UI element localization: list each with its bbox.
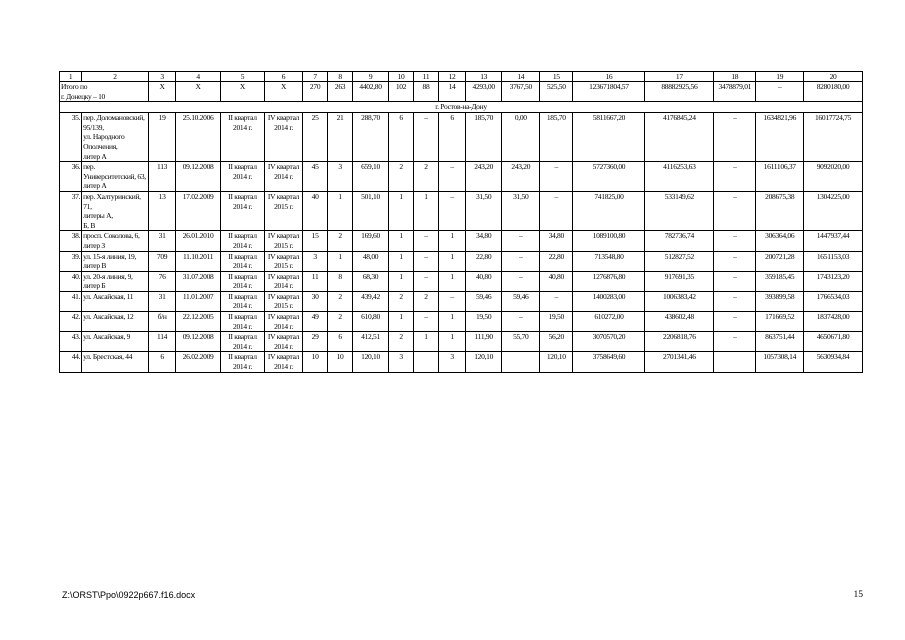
total-row bbox=[60, 82, 863, 102]
table-cell: 31,50 bbox=[465, 191, 502, 230]
total-label: Итого по г. Донецку – 10 bbox=[60, 82, 149, 102]
column-number-cell: 3 bbox=[148, 72, 176, 82]
column-number-cell: 17 bbox=[645, 72, 714, 82]
table-cell: – bbox=[714, 162, 756, 192]
table-cell: 13 bbox=[148, 191, 176, 230]
table-cell: 2701341,46 bbox=[645, 352, 714, 372]
table-cell: – bbox=[714, 312, 756, 332]
table-cell: 917691,35 bbox=[645, 271, 714, 291]
table-cell: – bbox=[714, 231, 756, 251]
table-cell: – bbox=[413, 231, 439, 251]
total-cell: – bbox=[756, 82, 804, 102]
period-cell: II квартал 2014 г. bbox=[220, 113, 264, 162]
table-cell: 49 bbox=[302, 312, 328, 332]
table-row bbox=[60, 312, 863, 332]
table-cell: 19 bbox=[148, 113, 176, 162]
table-cell: 1276876,80 bbox=[573, 271, 645, 291]
table-cell: – bbox=[502, 312, 540, 332]
table-cell: 11 bbox=[302, 271, 328, 291]
table-cell: 34,80 bbox=[540, 231, 573, 251]
table-cell: 5630934,84 bbox=[804, 352, 863, 372]
period-cell: IV квартал 2014 г. bbox=[265, 271, 303, 291]
table-body bbox=[60, 72, 863, 373]
table-cell: 243,20 bbox=[502, 162, 540, 192]
period-cell: II квартал 2014 г. bbox=[220, 162, 264, 192]
table-cell: – bbox=[413, 113, 439, 162]
table-cell: 9092020,00 bbox=[804, 162, 863, 192]
column-number-cell: 19 bbox=[756, 72, 804, 82]
table-cell: 40,80 bbox=[540, 271, 573, 291]
table-row bbox=[60, 251, 863, 271]
column-number-cell: 10 bbox=[389, 72, 413, 82]
table-cell: – bbox=[540, 162, 573, 192]
period-cell: II квартал 2014 г. bbox=[220, 231, 264, 251]
table-cell: 2 bbox=[413, 162, 439, 192]
column-number-cell: 14 bbox=[502, 72, 540, 82]
table-cell: 4176845,24 bbox=[645, 113, 714, 162]
table-cell: 31,50 bbox=[502, 191, 540, 230]
table-cell: 4116253,63 bbox=[645, 162, 714, 192]
table-cell: 120,10 bbox=[540, 352, 573, 372]
column-number-cell: 18 bbox=[714, 72, 756, 82]
table-cell: 1837428,00 bbox=[804, 312, 863, 332]
column-number-cell: 5 bbox=[220, 72, 264, 82]
period-cell: II квартал 2014 г. bbox=[220, 352, 264, 372]
table-cell: 200721,28 bbox=[756, 251, 804, 271]
table-row bbox=[60, 291, 863, 311]
period-cell: IV квартал 2015 г. bbox=[265, 251, 303, 271]
table-cell: 1743123,20 bbox=[804, 271, 863, 291]
table-cell: – bbox=[540, 191, 573, 230]
table-cell: 3 bbox=[328, 162, 352, 192]
table-cell: 26.01.2010 bbox=[176, 231, 220, 251]
table-cell: 22,80 bbox=[465, 251, 502, 271]
table-cell: 120,10 bbox=[352, 352, 389, 372]
table-cell: – bbox=[413, 312, 439, 332]
column-number-cell: 7 bbox=[302, 72, 328, 82]
table-cell: 26.02.2009 bbox=[176, 352, 220, 372]
table-cell: 208675,38 bbox=[756, 191, 804, 230]
period-cell: IV квартал 2014 г. bbox=[265, 113, 303, 162]
table-cell: – bbox=[714, 251, 756, 271]
table-cell: 1 bbox=[439, 231, 466, 251]
table-cell: – bbox=[714, 291, 756, 311]
column-number-cell: 4 bbox=[176, 72, 220, 82]
row-number: 37. bbox=[60, 191, 82, 230]
table-cell: 2 bbox=[389, 332, 413, 352]
row-number: 39. bbox=[60, 251, 82, 271]
table-cell: 2 bbox=[413, 291, 439, 311]
table-cell: 30 bbox=[302, 291, 328, 311]
table-cell: 306364,06 bbox=[756, 231, 804, 251]
row-number: 40. bbox=[60, 271, 82, 291]
table-cell: 713548,80 bbox=[573, 251, 645, 271]
table-cell: 741825,00 bbox=[573, 191, 645, 230]
period-cell: II квартал 2014 г. bbox=[220, 271, 264, 291]
table-cell: 3 bbox=[302, 251, 328, 271]
table-cell: 21 bbox=[328, 113, 352, 162]
table-cell: 1400283,00 bbox=[573, 291, 645, 311]
table-cell: 1 bbox=[389, 231, 413, 251]
total-cell: 102 bbox=[389, 82, 413, 102]
table-cell: 09.12.2008 bbox=[176, 332, 220, 352]
footer-file-path: Z:\ORST\Ppo\0922p667.f16.docx bbox=[62, 590, 196, 600]
column-number-cell: 1 bbox=[60, 72, 82, 82]
table-row bbox=[60, 332, 863, 352]
total-cell: X bbox=[265, 82, 303, 102]
period-cell: IV квартал 2014 г. bbox=[265, 312, 303, 332]
table-cell: 10 bbox=[302, 352, 328, 372]
table-cell: 59,46 bbox=[502, 291, 540, 311]
total-cell: 14 bbox=[439, 82, 466, 102]
table-row bbox=[60, 231, 863, 251]
period-cell: II квартал 2014 г. bbox=[220, 191, 264, 230]
period-cell: IV квартал 2015 г. bbox=[265, 191, 303, 230]
period-cell: IV квартал 2015 г. bbox=[265, 231, 303, 251]
row-number: 44. bbox=[60, 352, 82, 372]
table-cell: 120,10 bbox=[465, 352, 502, 372]
total-cell: 4293,00 bbox=[465, 82, 502, 102]
table-cell: – bbox=[413, 271, 439, 291]
table-cell: 25.10.2006 bbox=[176, 113, 220, 162]
column-number-cell: 12 bbox=[439, 72, 466, 82]
table-cell: – bbox=[540, 291, 573, 311]
table-cell: 19,50 bbox=[540, 312, 573, 332]
housing-resettlement-table bbox=[59, 71, 863, 373]
table-cell: 11.10.2011 bbox=[176, 251, 220, 271]
table-cell: 863751,44 bbox=[756, 332, 804, 352]
table-cell bbox=[714, 352, 756, 372]
table-cell: 5727360,00 bbox=[573, 162, 645, 192]
table-cell: 512827,52 bbox=[645, 251, 714, 271]
table-cell bbox=[413, 352, 439, 372]
table-cell: – bbox=[502, 231, 540, 251]
table-cell: 2 bbox=[389, 291, 413, 311]
table-cell: 1 bbox=[389, 312, 413, 332]
table-cell: – bbox=[413, 251, 439, 271]
column-number-cell: 2 bbox=[82, 72, 149, 82]
table-cell: 439,42 bbox=[352, 291, 389, 311]
period-cell: II квартал 2014 г. bbox=[220, 332, 264, 352]
table-cell: 29 bbox=[302, 332, 328, 352]
table-cell: 31 bbox=[148, 231, 176, 251]
table-cell: 25 bbox=[302, 113, 328, 162]
address-cell: ул. Аксайская, 9 bbox=[82, 332, 149, 352]
table-cell: 610272,00 bbox=[573, 312, 645, 332]
table-cell: 16017724,75 bbox=[804, 113, 863, 162]
table-cell: 11.01.2007 bbox=[176, 291, 220, 311]
table-cell: 31 bbox=[148, 291, 176, 311]
column-number-cell: 8 bbox=[328, 72, 352, 82]
table-row bbox=[60, 352, 863, 372]
table-cell: 1634821,96 bbox=[756, 113, 804, 162]
address-cell: ул. 20-я линия, 9, литер Б bbox=[82, 271, 149, 291]
table-cell: 1 bbox=[413, 332, 439, 352]
table-cell: 17.02.2009 bbox=[176, 191, 220, 230]
table-cell: – bbox=[714, 191, 756, 230]
row-number: 42. bbox=[60, 312, 82, 332]
table-cell: 1447937,44 bbox=[804, 231, 863, 251]
table-cell: 10 bbox=[328, 352, 352, 372]
table-cell: 22,80 bbox=[540, 251, 573, 271]
column-number-cell: 15 bbox=[540, 72, 573, 82]
table-cell: 1304225,00 bbox=[804, 191, 863, 230]
table-cell: 8 bbox=[328, 271, 352, 291]
table-row bbox=[60, 162, 863, 192]
table-cell: б/н bbox=[148, 312, 176, 332]
table-cell: 709 bbox=[148, 251, 176, 271]
address-cell: пер. Доломановский, 95/139, ул. Народного Ополчения, литер А bbox=[82, 113, 149, 162]
table-cell: 6 bbox=[148, 352, 176, 372]
table-cell: 533149,62 bbox=[645, 191, 714, 230]
period-cell: IV квартал 2014 г. bbox=[265, 162, 303, 192]
total-cell: 525,50 bbox=[540, 82, 573, 102]
period-cell: IV квартал 2014 г. bbox=[265, 332, 303, 352]
table-cell: 40,80 bbox=[465, 271, 502, 291]
table-cell: 610,80 bbox=[352, 312, 389, 332]
total-cell: X bbox=[148, 82, 176, 102]
table-cell: 5811667,20 bbox=[573, 113, 645, 162]
table-cell: 1 bbox=[328, 251, 352, 271]
table-cell: 1 bbox=[413, 191, 439, 230]
table-cell: 1611106,37 bbox=[756, 162, 804, 192]
table-cell: 56,20 bbox=[540, 332, 573, 352]
row-number: 41. bbox=[60, 291, 82, 311]
table-cell: 1089100,80 bbox=[573, 231, 645, 251]
table-cell: 3070570,20 bbox=[573, 332, 645, 352]
row-number: 43. bbox=[60, 332, 82, 352]
row-number: 38. bbox=[60, 231, 82, 251]
total-cell: 123671804,57 bbox=[573, 82, 645, 102]
city-heading: г. Ростов-на-Дону bbox=[60, 102, 863, 113]
table-cell: 0,00 bbox=[502, 113, 540, 162]
table-cell: 393899,58 bbox=[756, 291, 804, 311]
table-cell: 113 bbox=[148, 162, 176, 192]
address-cell: пер. Халтуринский, 71, литеры А, Б, В bbox=[82, 191, 149, 230]
total-cell: X bbox=[220, 82, 264, 102]
table-cell: 34,80 bbox=[465, 231, 502, 251]
table-cell: 1 bbox=[389, 271, 413, 291]
period-cell: IV квартал 2014 г. bbox=[265, 352, 303, 372]
table-cell: 3 bbox=[439, 352, 466, 372]
table-cell: – bbox=[439, 191, 466, 230]
column-number-cell: 20 bbox=[804, 72, 863, 82]
table-cell: 185,70 bbox=[540, 113, 573, 162]
table-cell: – bbox=[439, 291, 466, 311]
column-number-cell: 16 bbox=[573, 72, 645, 82]
table-cell: 659,10 bbox=[352, 162, 389, 192]
table-cell: 1006383,42 bbox=[645, 291, 714, 311]
table-cell: 2 bbox=[328, 291, 352, 311]
period-cell: IV квартал 2015 г. bbox=[265, 291, 303, 311]
address-cell: ул. Аксайская, 11 bbox=[82, 291, 149, 311]
page-number: 15 bbox=[853, 590, 863, 600]
address-cell: просп. Соколова, 6, литер З bbox=[82, 231, 149, 251]
table-cell: 48,00 bbox=[352, 251, 389, 271]
table-cell: 19,50 bbox=[465, 312, 502, 332]
table-cell: 3758649,60 bbox=[573, 352, 645, 372]
city-heading-row bbox=[60, 102, 863, 113]
address-cell: ул. 15-я линия, 19, литер В bbox=[82, 251, 149, 271]
table-cell: 1766534,03 bbox=[804, 291, 863, 311]
table-cell: 169,60 bbox=[352, 231, 389, 251]
address-cell: ул. Аксайская, 12 bbox=[82, 312, 149, 332]
table-cell: – bbox=[714, 332, 756, 352]
table-cell: 1 bbox=[328, 191, 352, 230]
address-cell: ул. Брестская, 44 bbox=[82, 352, 149, 372]
table-cell: 288,70 bbox=[352, 113, 389, 162]
period-cell: II квартал 2014 г. bbox=[220, 312, 264, 332]
table-cell: 6 bbox=[328, 332, 352, 352]
table-row bbox=[60, 113, 863, 162]
table-row bbox=[60, 271, 863, 291]
table-cell: 1 bbox=[439, 312, 466, 332]
table-cell: 1 bbox=[439, 332, 466, 352]
table-cell: 15 bbox=[302, 231, 328, 251]
table-cell: – bbox=[439, 162, 466, 192]
total-cell: 8280180,00 bbox=[804, 82, 863, 102]
row-number: 35. bbox=[60, 113, 82, 162]
table-cell: 4650671,80 bbox=[804, 332, 863, 352]
table-cell: 68,30 bbox=[352, 271, 389, 291]
table-cell: 59,46 bbox=[465, 291, 502, 311]
table-cell: 1 bbox=[439, 251, 466, 271]
total-cell: 263 bbox=[328, 82, 352, 102]
table-cell: 1 bbox=[439, 271, 466, 291]
column-number-cell: 11 bbox=[413, 72, 439, 82]
row-number: 36. bbox=[60, 162, 82, 192]
table-cell: 359185,45 bbox=[756, 271, 804, 291]
table-cell: 1 bbox=[389, 191, 413, 230]
period-cell: II квартал 2014 г. bbox=[220, 291, 264, 311]
period-cell: II квартал 2014 г. bbox=[220, 251, 264, 271]
table-cell: 3 bbox=[389, 352, 413, 372]
column-number-row bbox=[60, 72, 863, 82]
total-cell: 4402,80 bbox=[352, 82, 389, 102]
table-cell: 2 bbox=[328, 312, 352, 332]
table-cell: 1057308,14 bbox=[756, 352, 804, 372]
table-cell: 114 bbox=[148, 332, 176, 352]
column-number-cell: 13 bbox=[465, 72, 502, 82]
column-number-cell: 9 bbox=[352, 72, 389, 82]
table-cell: 22.12.2005 bbox=[176, 312, 220, 332]
total-cell: X bbox=[176, 82, 220, 102]
table-cell: – bbox=[714, 271, 756, 291]
table-cell: 1651153,03 bbox=[804, 251, 863, 271]
table-cell: 2206818,76 bbox=[645, 332, 714, 352]
table-cell bbox=[502, 352, 540, 372]
table-cell: 31.07.2008 bbox=[176, 271, 220, 291]
table-cell: 412,51 bbox=[352, 332, 389, 352]
table-cell: 782736,74 bbox=[645, 231, 714, 251]
table-cell: 438602,48 bbox=[645, 312, 714, 332]
total-cell: 88 bbox=[413, 82, 439, 102]
table-cell: 6 bbox=[389, 113, 413, 162]
table-cell: 243,20 bbox=[465, 162, 502, 192]
table-cell: 2 bbox=[328, 231, 352, 251]
table-cell: 171669,52 bbox=[756, 312, 804, 332]
table-cell: 09.12.2008 bbox=[176, 162, 220, 192]
table-cell: 111,90 bbox=[465, 332, 502, 352]
total-cell: 88882925,56 bbox=[645, 82, 714, 102]
table-row bbox=[60, 191, 863, 230]
table-cell: 501,10 bbox=[352, 191, 389, 230]
table-cell: 185,70 bbox=[465, 113, 502, 162]
table-cell: 55,70 bbox=[502, 332, 540, 352]
table-cell: 76 bbox=[148, 271, 176, 291]
table-cell: 2 bbox=[389, 162, 413, 192]
total-cell: 270 bbox=[302, 82, 328, 102]
table-cell: – bbox=[714, 113, 756, 162]
table-cell: 6 bbox=[439, 113, 466, 162]
table-cell: 45 bbox=[302, 162, 328, 192]
table-cell: – bbox=[502, 271, 540, 291]
table-cell: 40 bbox=[302, 191, 328, 230]
table-cell: 1 bbox=[389, 251, 413, 271]
total-cell: 3478879,01 bbox=[714, 82, 756, 102]
address-cell: пер. Университетский, 63, литер А bbox=[82, 162, 149, 192]
column-number-cell: 6 bbox=[265, 72, 303, 82]
total-cell: 3767,50 bbox=[502, 82, 540, 102]
table-cell: – bbox=[502, 251, 540, 271]
